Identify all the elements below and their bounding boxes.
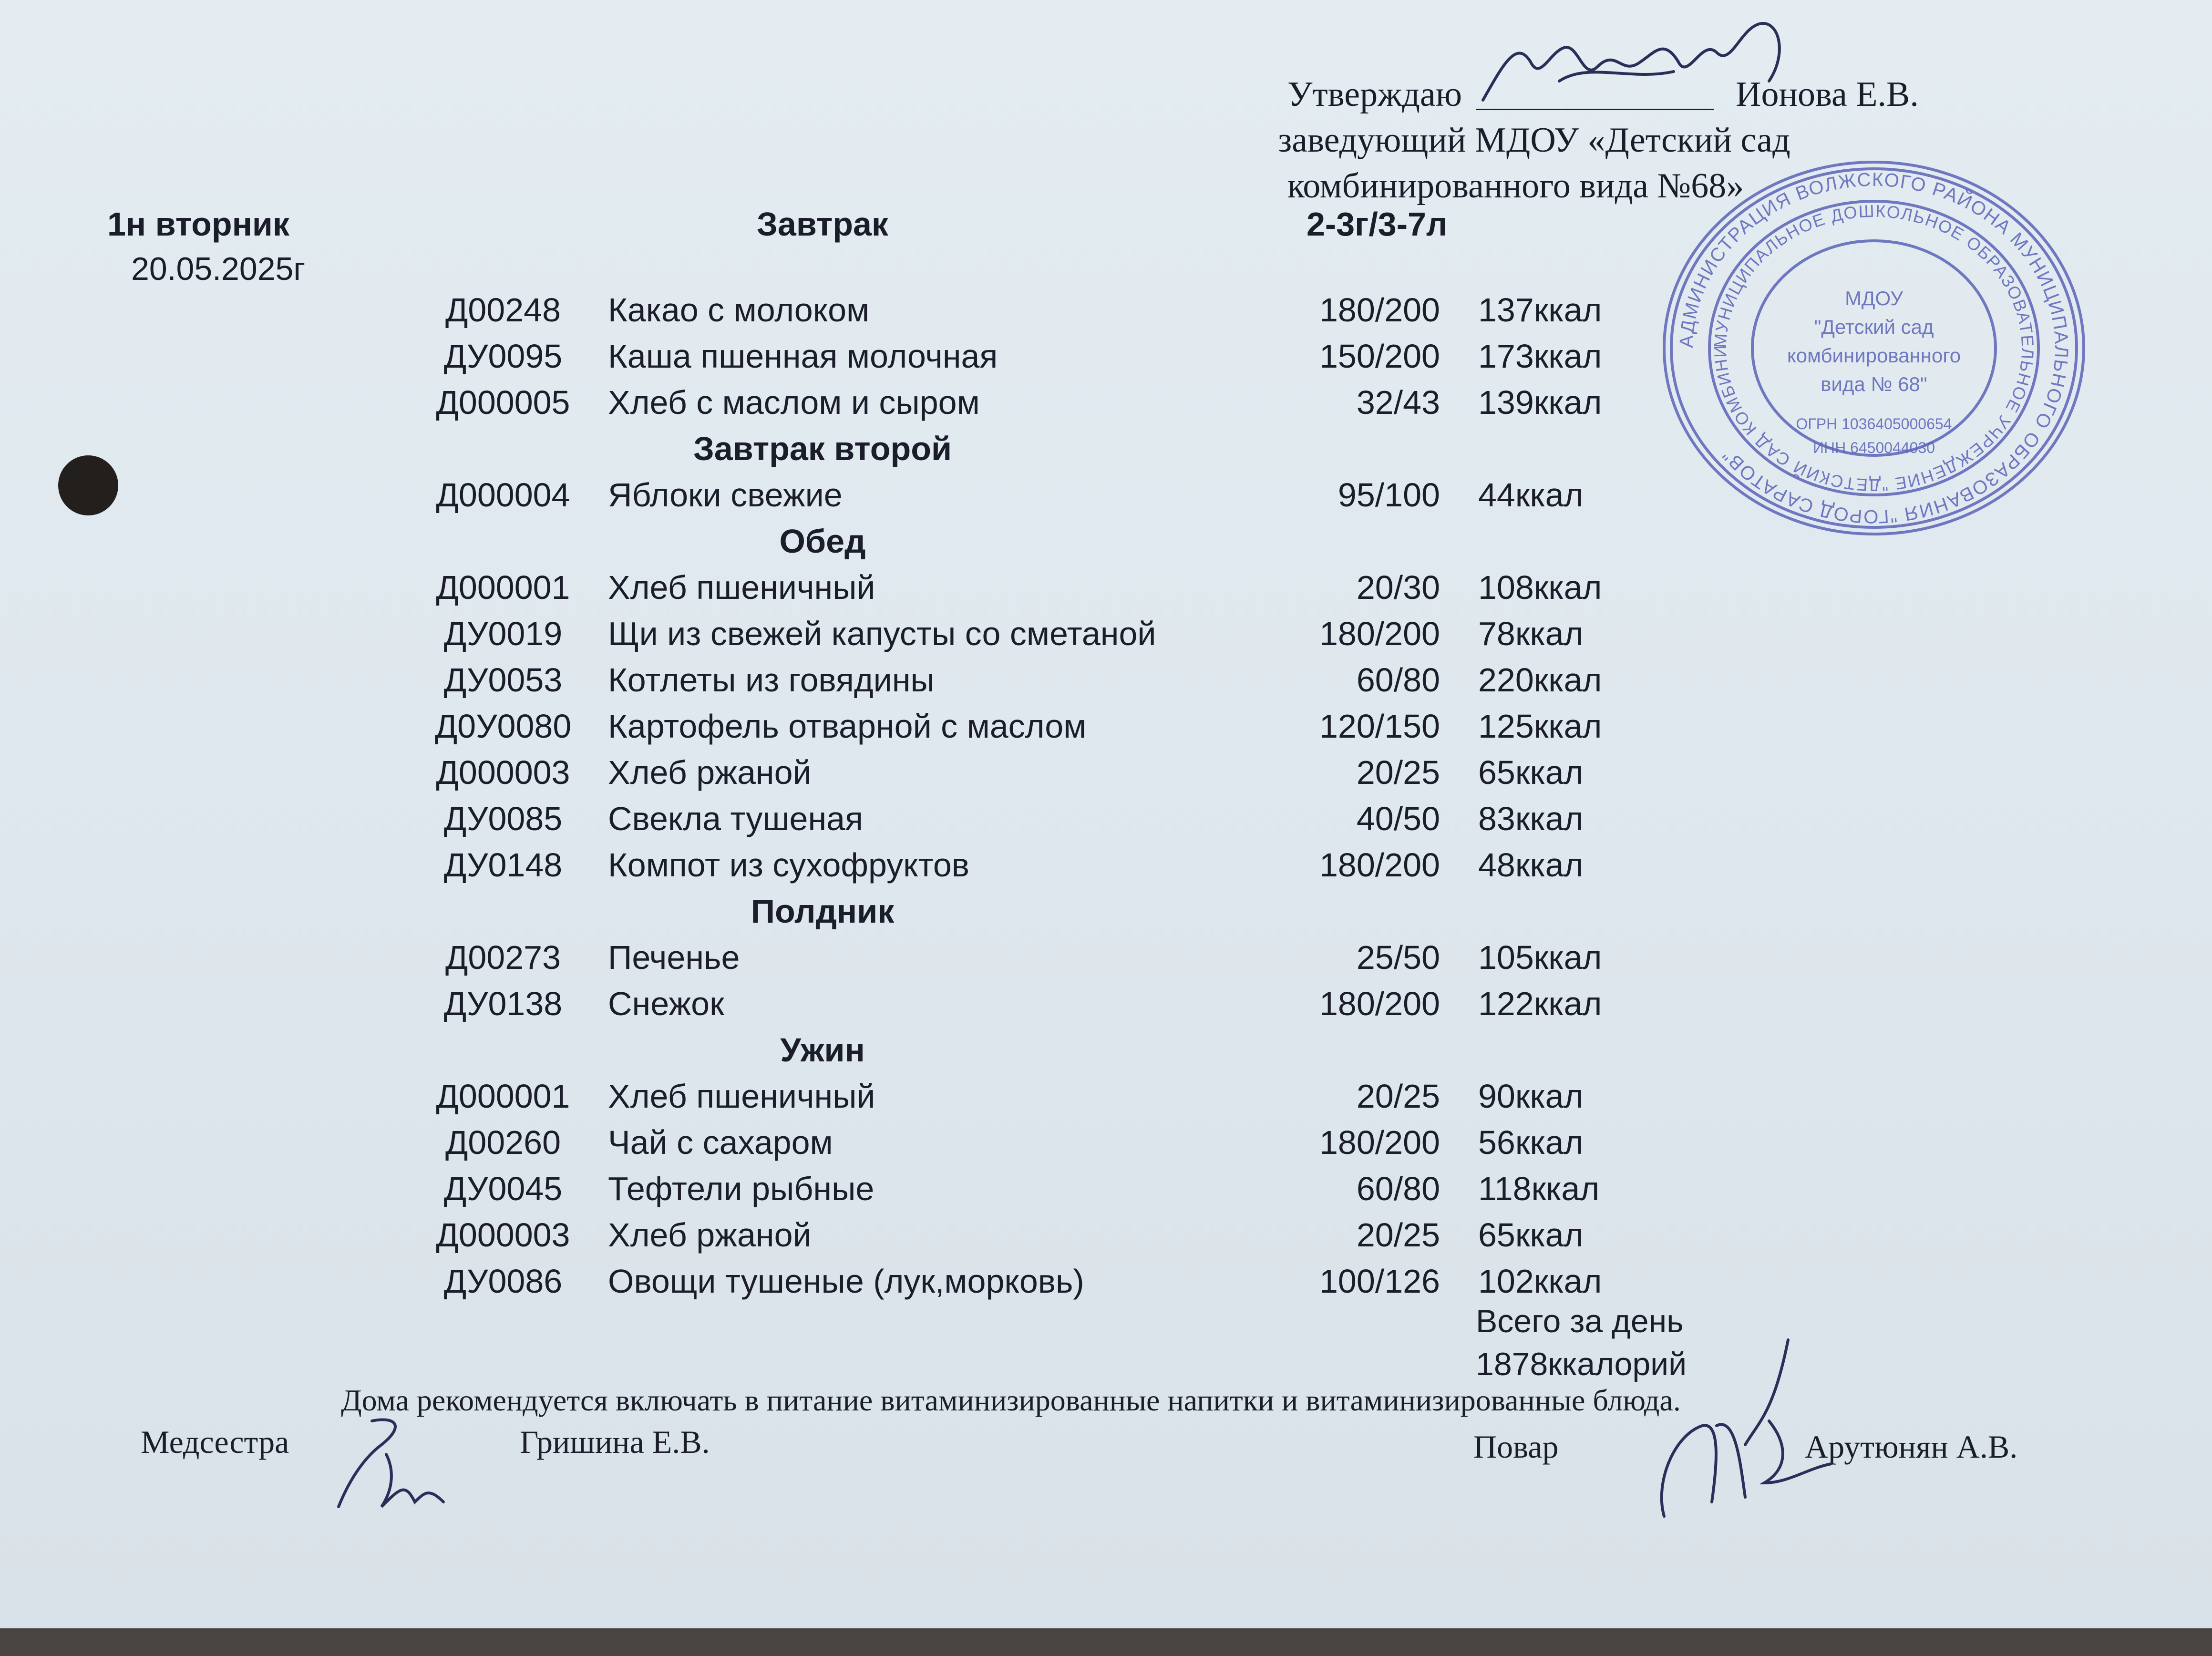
dish-kcal: 105ккал (1478, 939, 1602, 976)
dish-name: Каша пшенная молочная (608, 338, 998, 375)
menu-row (0, 661, 1698, 707)
dish-name: Компот из сухофруктов (608, 846, 969, 884)
portion-size: 25/50 (1356, 939, 1440, 976)
portion-size: 150/200 (1319, 338, 1440, 375)
approver-name: Ионова Е.В. (1736, 75, 1919, 114)
dish-code: ДУ0019 (443, 615, 563, 652)
portion-size: 120/150 (1319, 708, 1440, 745)
menu-row (0, 1123, 1698, 1169)
dish-kcal: 65ккал (1478, 754, 1584, 791)
menu-row (0, 985, 1698, 1030)
dish-kcal: 56ккал (1478, 1124, 1584, 1161)
dish-code: ДУ0138 (443, 985, 563, 1022)
cook-label: Повар (1473, 1429, 1559, 1465)
menu-row (0, 383, 1698, 429)
dish-name: Картофель отварной с маслом (608, 708, 1087, 745)
menu-row (0, 800, 1698, 845)
section-title: Полдник (751, 893, 895, 930)
dish-kcal: 137ккал (1478, 291, 1602, 329)
dish-name: Чай с сахаром (608, 1124, 833, 1161)
dish-code: ДУ0045 (443, 1170, 563, 1207)
stamp-inn: ИНН 6450044030 (1812, 439, 1935, 456)
dish-kcal: 44ккал (1478, 476, 1584, 514)
section-title: Завтрак (757, 206, 888, 243)
portion-size: 20/25 (1356, 1216, 1440, 1254)
stamp-ogrn: ОГРН 1036405000654 (1796, 415, 1952, 432)
dish-kcal: 118ккал (1478, 1170, 1600, 1207)
menu-row (0, 707, 1698, 753)
dish-kcal: 65ккал (1478, 1216, 1584, 1254)
stamp-center-line4: вида № 68" (1821, 373, 1927, 395)
dish-kcal: 173ккал (1478, 338, 1602, 375)
dish-code: ДУ0053 (443, 661, 563, 699)
portion-size: 32/43 (1356, 384, 1440, 421)
dish-name: Свекла тушеная (608, 800, 863, 837)
menu-row (0, 291, 1698, 337)
dish-kcal: 139ккал (1478, 384, 1602, 421)
dish-code: Д000003 (436, 1216, 570, 1254)
approver-position-line2: комбинированного вида №68» (1287, 166, 1744, 206)
dish-name: Снежок (608, 985, 724, 1022)
menu-row (0, 938, 1698, 984)
stamp-outer-text: АДМИНИСТРАЦИЯ ВОЛЖСКОГО РАЙОНА МУНИЦИПАЛЬНОГО ОБРАЗОВАНИЯ "ГОРОД САРАТОВ" (1676, 169, 2072, 527)
dish-code: Д000001 (436, 569, 570, 606)
week-day-label: 1н вторник (107, 206, 289, 243)
dish-code: Д000004 (436, 476, 570, 514)
dish-name: Тефтели рыбные (608, 1170, 875, 1207)
dish-kcal: 220ккал (1478, 661, 1602, 699)
approve-word: Утверждаю (1287, 75, 1462, 114)
dish-name: Какао с молоком (608, 291, 870, 329)
section-title: Обед (779, 523, 866, 560)
stamp-center-line3: комбинированного (1787, 344, 1961, 367)
dish-kcal: 90ккал (1478, 1078, 1584, 1115)
portion-size: 95/100 (1337, 476, 1440, 514)
dish-name: Хлеб ржаной (608, 1216, 812, 1254)
menu-date: 20.05.2025г (131, 251, 306, 287)
portion-size: 180/200 (1319, 1124, 1440, 1161)
approver-position-line1: заведующий МДОУ «Детский сад (1278, 121, 1790, 160)
total-label: Всего за день (1476, 1303, 1684, 1339)
nurse-label: Медсестра (141, 1424, 289, 1460)
menu-row (0, 476, 1698, 522)
portion-size: 40/50 (1356, 800, 1440, 837)
approver-signature (1473, 10, 1817, 114)
portion-size: 180/200 (1319, 291, 1440, 329)
dish-kcal: 83ккал (1478, 800, 1584, 837)
portion-size: 100/126 (1319, 1263, 1440, 1300)
dish-code: Д0У0080 (434, 708, 572, 745)
dish-name: Овощи тушеные (лук,морковь) (608, 1263, 1084, 1300)
stamp-inner-text: МУНИЦИПАЛЬНОЕ ДОШКОЛЬНОЕ ОБРАЗОВАТЕЛЬНОЕ УЧРЕЖДЕНИЕ "ДЕТСКИЙ САД КОМБИНИ (1710, 201, 2038, 495)
portion-size: 20/25 (1356, 1078, 1440, 1115)
menu-row (0, 568, 1698, 614)
dish-kcal: 122ккал (1478, 985, 1602, 1022)
stamp-center-line2: "Детский сад (1814, 316, 1934, 338)
dish-name: Хлеб с маслом и сыром (608, 384, 980, 421)
dish-code: ДУ0095 (443, 338, 563, 375)
section-title: Ужин (780, 1031, 865, 1069)
section-title: Завтрак второй (693, 430, 952, 467)
portion-size: 60/80 (1356, 661, 1440, 699)
portion-size: 180/200 (1319, 985, 1440, 1022)
dish-code: Д00273 (445, 939, 561, 976)
menu-row (0, 846, 1698, 892)
menu-row (0, 1170, 1698, 1215)
dish-code: Д00248 (445, 291, 561, 329)
menu-row (0, 1077, 1698, 1123)
nurse-name: Гришина Е.В. (520, 1424, 710, 1460)
dish-name: Печенье (608, 939, 740, 976)
menu-row (0, 1216, 1698, 1262)
dish-code: ДУ0085 (443, 800, 563, 837)
portion-size: 180/200 (1319, 846, 1440, 884)
institution-stamp (1655, 157, 2093, 539)
dish-code: Д000005 (436, 384, 570, 421)
dish-name: Яблоки свежие (608, 476, 843, 514)
dish-kcal: 108ккал (1478, 569, 1602, 606)
age-groups-header: 2-3г/3-7л (1307, 206, 1448, 243)
dish-name: Щи из свежей капусты со сметаной (608, 615, 1156, 652)
dish-code: Д000001 (436, 1078, 570, 1115)
portion-size: 180/200 (1319, 615, 1440, 652)
dish-kcal: 78ккал (1478, 615, 1584, 652)
stamp-graphic (1655, 157, 2093, 539)
cook-signature (1645, 1326, 1845, 1526)
dish-code: ДУ0086 (443, 1263, 563, 1300)
dish-name: Котлеты из говядины (608, 661, 935, 699)
portion-size: 20/25 (1356, 754, 1440, 791)
dish-name: Хлеб ржаной (608, 754, 812, 791)
dish-name: Хлеб пшеничный (608, 1078, 875, 1115)
stamp-center-line1: МДОУ (1845, 287, 1903, 309)
portion-size: 20/30 (1356, 569, 1440, 606)
dish-kcal: 125ккал (1478, 708, 1602, 745)
dish-kcal: 102ккал (1478, 1263, 1602, 1300)
recommendation-note: Дома рекомендуется включать в питание витаминизированные напитки и витаминизированные блюда. (341, 1383, 1681, 1417)
total-value: 1878ккалорий (1476, 1346, 1687, 1382)
nurse-signature (329, 1411, 463, 1516)
menu-row (0, 615, 1698, 660)
dish-kcal: 48ккал (1478, 846, 1584, 884)
dish-code: Д00260 (445, 1124, 561, 1161)
menu-row (0, 753, 1698, 799)
background-surface (0, 1628, 2212, 1656)
dish-code: Д000003 (436, 754, 570, 791)
dish-code: ДУ0148 (443, 846, 563, 884)
menu-row (0, 337, 1698, 383)
portion-size: 60/80 (1356, 1170, 1440, 1207)
cook-name: Арутюнян А.В. (1805, 1429, 2018, 1465)
dish-name: Хлеб пшеничный (608, 569, 875, 606)
menu-row (0, 1262, 1698, 1308)
